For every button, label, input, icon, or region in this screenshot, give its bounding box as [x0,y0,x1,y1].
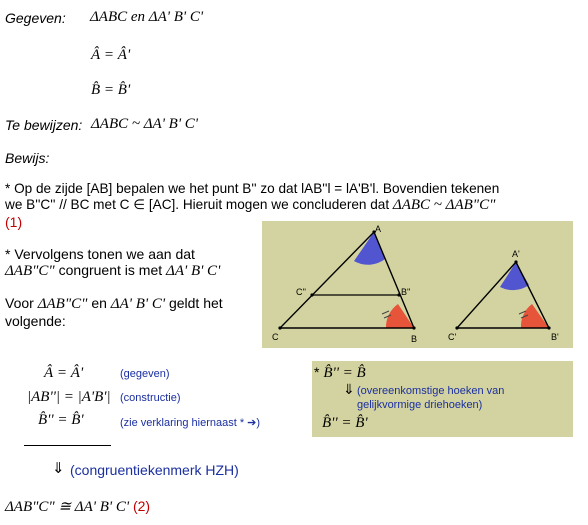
label-b-prime: B' [551,332,559,342]
side-note-line1 [314,364,366,382]
given-label: Gegeven: [5,10,66,26]
step1-similarity: ΔABC ~ ΔAB"C" [392,197,496,213]
side-note-panel [312,361,573,437]
eq-reason-see-note: (zie verklaring hiernaast * ➔) [120,417,261,429]
conclusion [5,497,150,516]
step3-line2: volgende: [5,313,66,329]
congruence-criterion: (congruentiekenmerk HZH) [70,462,239,478]
label-c-prime: C' [448,332,457,342]
given-triangles: ΔABC en ΔA' B' C' [90,9,204,25]
conclusion-ref: (2) [132,498,151,514]
triangles-figure [262,221,573,348]
step1-line2 [5,197,495,214]
down-arrow-icon: ⇓ [52,460,65,477]
angle-b-marker [386,304,414,328]
label-bpp: B'' [401,287,411,297]
given-equation-angle-b: B̂ = B̂' [91,82,131,98]
eq-reason-given: (gegeven) [120,368,170,380]
step1-text-a: we B''C'' // BC met C [5,197,130,212]
step1-ref: (1) [5,214,23,230]
step3-text-c: en [91,295,107,311]
proof-label: Bewijs: [5,150,50,166]
label-cpp: C'' [296,287,306,297]
element-of-symbol: ∈ [133,197,146,212]
triangle-abc-pp: ΔAB"C" [5,263,55,279]
prove-label: Te bewijzen: [5,117,83,133]
eq-angle-a: Â = Â' [44,365,84,381]
side-note-eq1: B̂'' = B̂ [323,365,366,381]
step2-text: congruent is met [58,262,163,278]
eq-reason-construction: (constructie) [120,392,181,404]
step3-line1 [5,295,223,313]
figure-panel [262,221,573,348]
triangle-a-b-c-prime: ΔA' B' C' [166,263,221,279]
label-c: C [272,332,279,342]
side-note-eq2: B̂'' = B̂' [322,415,368,431]
side-note-star: * [314,364,320,380]
side-note-arrow-icon: ⇓ [343,381,355,397]
step3-text-a: Voor [5,295,34,311]
label-b: B [411,334,418,344]
label-a-prime: A' [512,249,520,259]
step3-triangle-1: ΔAB"C" [37,296,88,312]
step3-text-e: geldt het [168,295,223,311]
equations-underline [24,445,111,446]
conclusion-statement: ΔAB"C" ≅ ΔA' B' C' [5,499,130,515]
given-equation-angle-a: Â = Â' [91,47,131,63]
eq-angle-b: B̂'' = B̂' [38,412,84,428]
prove-statement: ΔABC ~ ΔA' B' C' [91,116,199,132]
eq-side-ab: |AB''| = |A'B'| [27,389,111,405]
side-note-reason1: (overeenkomstige hoeken van [357,385,505,397]
step2-line2 [5,262,220,280]
step2-line1: * Vervolgens tonen we aan dat [5,246,195,262]
side-note-reason2: gelijkvormige driehoeken) [357,399,483,411]
label-a: A [375,224,382,234]
step3-triangle-2: ΔA' B' C' [110,296,166,312]
step1-line1: * Op de zijde [AB] bepalen we het punt B'' zo dat lAB''l = lA'B'l. Bovendien tekenen [5,181,500,196]
step1-text-c: [AC]. Hieruit mogen we concluderen dat [148,197,390,212]
